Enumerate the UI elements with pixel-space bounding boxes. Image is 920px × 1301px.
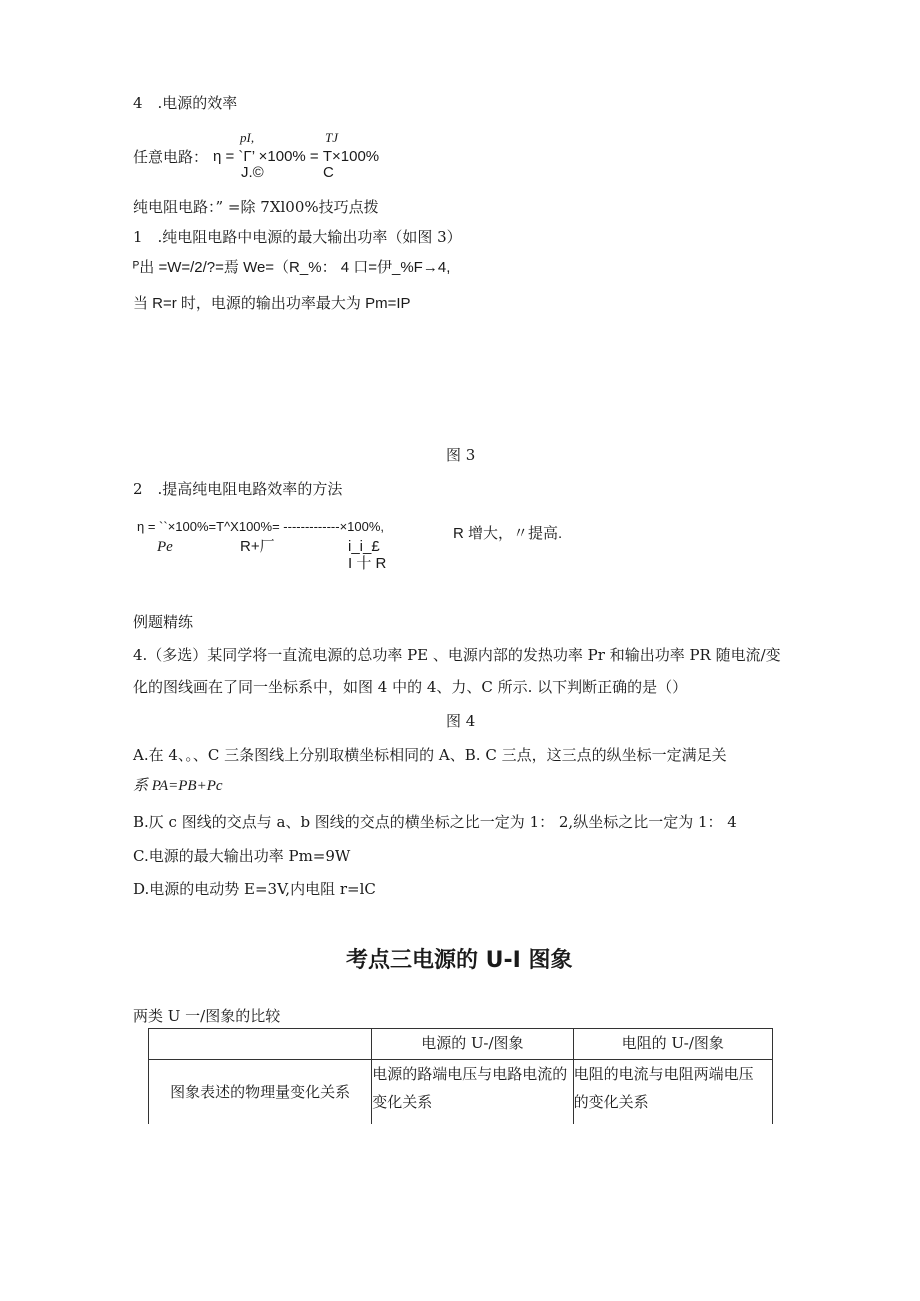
table-cell-source-line-2: 变化关系 (372, 1093, 433, 1111)
option-b: B.仄 c 图线的交点与 a、b 图线的交点的横坐标之比一定为 1： 2,纵坐标之比一定为 1： 4 (133, 813, 737, 831)
pure-resistor-efficiency-line: 纯电阻电路：” =除 7Xl00%技巧点拨 (133, 198, 379, 216)
example-heading: 例题精练 (133, 613, 194, 631)
option-a-line-1: A.在 4、。、C 三条图线上分别取横坐标相同的 A、B. C 三点，这三点的纵坐标一定满足关 (133, 746, 727, 764)
table-row-label: 图象表述的物理量变化关系 (149, 1060, 372, 1125)
formula-top-numerator-1: pI, (240, 130, 255, 145)
tip1-max-power-line: 当 R=r 时，电源的输出功率最大为 Pm=IP (133, 295, 411, 312)
figure-3-caption: 图 3 (446, 446, 476, 464)
tip2-conclusion: R 增大，〃提高. (453, 525, 563, 542)
table-header-source: 电源的 U-/图象 (372, 1029, 573, 1060)
option-d: D.电源的电动势 E=3V,内电阻 r=lC (133, 880, 376, 898)
question-line-1: 4.（多选）某同学将一直流电源的总功率 PE 、电源内部的发热功率 Pr 和输出功率 PR 随电流/变 (133, 646, 781, 664)
table-cell-resistor-line-1: 电阻的电流与电阻两端电压 (573, 1065, 754, 1083)
comparison-intro: 两类 U 一/图象的比较 (133, 1007, 281, 1025)
tip1-heading: 1 .纯电阻电路中电源的最大输出功率（如图 3） (133, 228, 462, 246)
table-cell-resistor (573, 1060, 772, 1125)
tip2-sub-fraction-bottom: I 十 R (348, 555, 387, 572)
comparison-table (148, 1028, 773, 1125)
any-circuit-formula: η = `Γ’ ×100% = T×100% (213, 148, 380, 165)
figure-4-caption: 图 4 (446, 712, 476, 730)
table-cell-source (372, 1060, 573, 1125)
formula-bottom-1: J.© (241, 164, 264, 181)
question-line-2: 化的图线画在了同一坐标系中，如图 4 中的 4、力、C 所示. 以下判断正确的是（） (133, 678, 688, 696)
table-row (149, 1060, 773, 1125)
option-c: C.电源的最大输出功率 Pm=9W (133, 847, 351, 865)
formula-bottom-2: C (323, 164, 334, 181)
section-3-title: 考点三电源的 U-I 图象 (346, 948, 573, 973)
tip2-sub-r-plus-r: R+厂 (240, 538, 275, 555)
tip1-formula: ᴾ出 =W=/2/?=焉 We=（R_%： 4 口=伊_%F→4, (133, 259, 451, 276)
tip2-sub-pe: Pe (157, 539, 173, 555)
option-a-line-2: 系 PA=PB+Pc (133, 778, 223, 794)
section-heading-efficiency: 4 .电源的效率 (133, 94, 238, 112)
table-header-empty (149, 1029, 372, 1060)
tip2-formula: η = ``×100%=T^X100%= -------------×100%, (137, 519, 385, 534)
formula-top-numerator-2: TJ (325, 130, 338, 145)
table-cell-source-line-1: 电源的路端电压与电路电流的 (372, 1065, 568, 1083)
table-cell-resistor-line-2: 的变化关系 (573, 1093, 649, 1111)
tip2-heading: 2 .提高纯电阻电路效率的方法 (133, 480, 343, 498)
any-circuit-label: 任意电路： (133, 148, 209, 166)
table-header-resistor: 电阻的 U-/图象 (573, 1029, 772, 1060)
table-header-row (149, 1029, 773, 1060)
page-break-mask (140, 1124, 790, 1164)
tip2-sub-fraction-top: i_i_£ (348, 538, 380, 555)
